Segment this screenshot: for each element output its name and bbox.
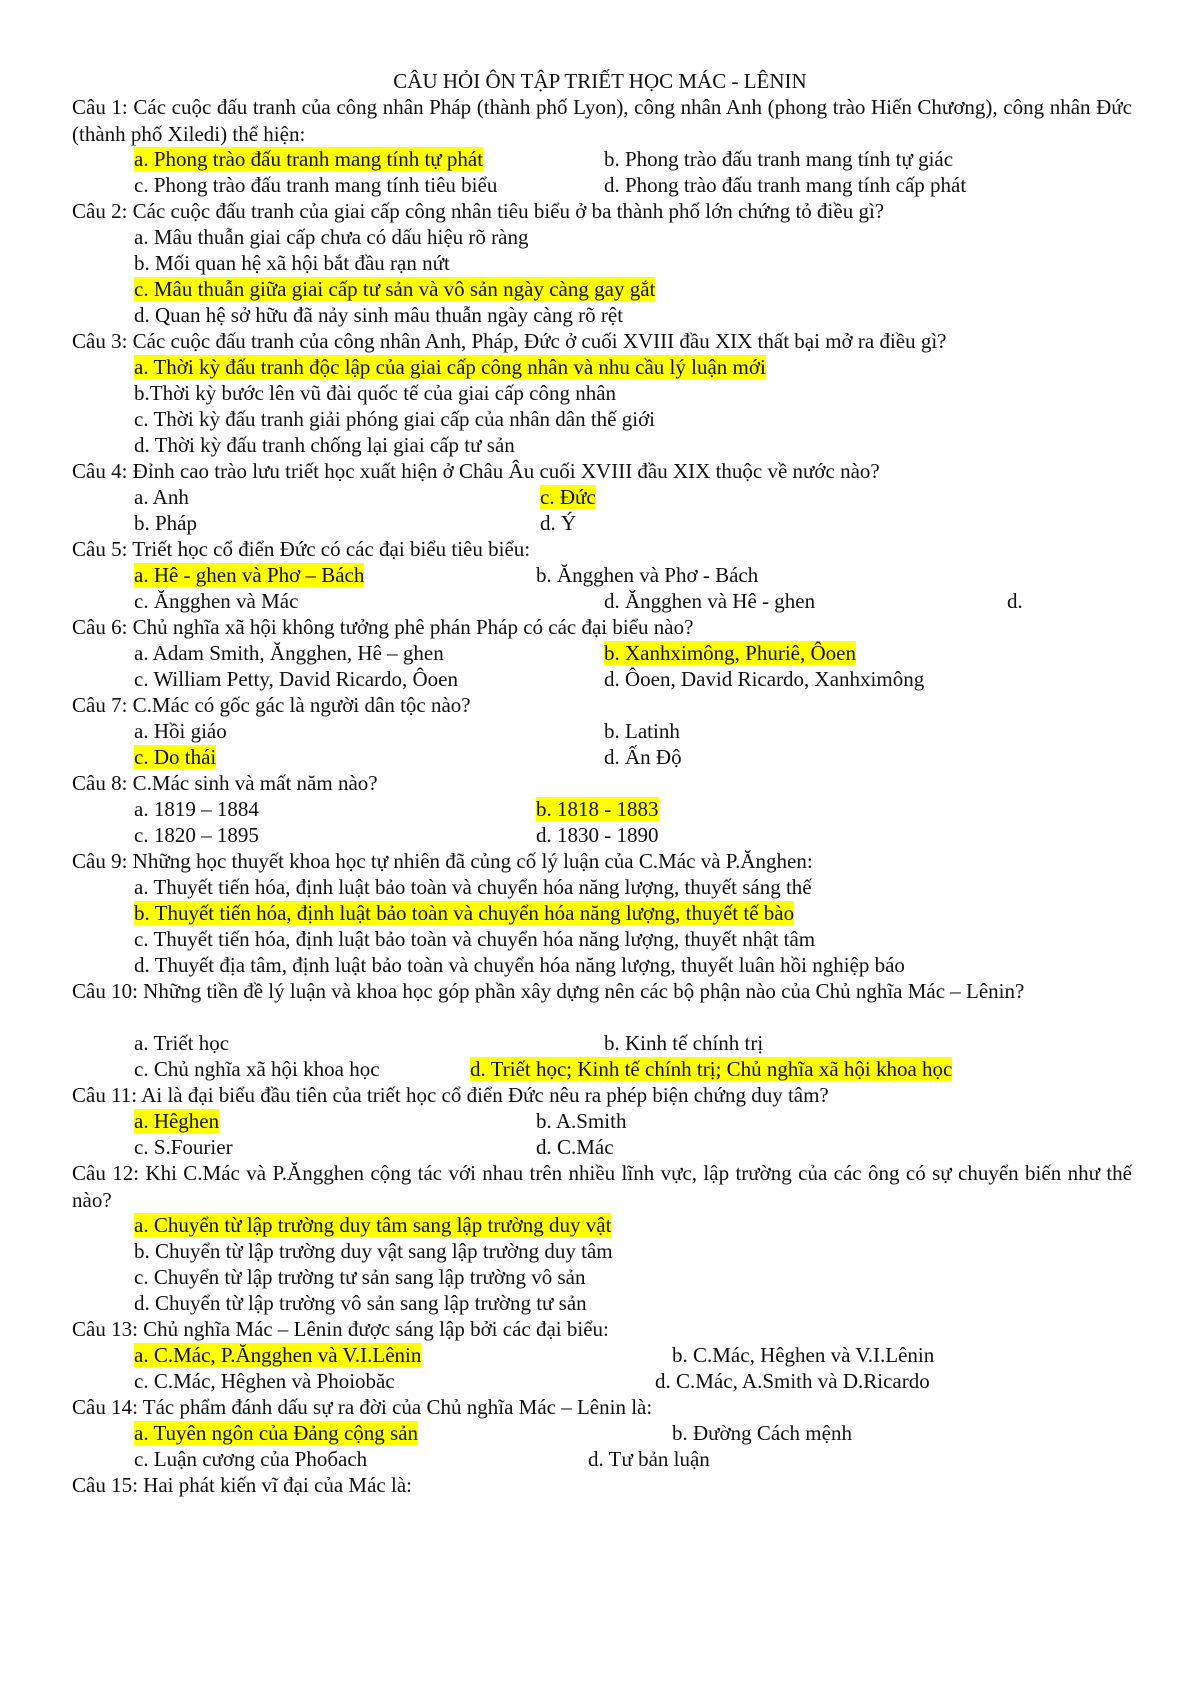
question-9: Câu 9: Những học thuyết khoa học tự nhiên đã củng cố lý luận của C.Mác và P.Ănghen: xyxy=(72,849,813,873)
question-4: Câu 4: Đỉnh cao trào lưu triết học xuất hiện ở Châu Âu cuối XVIII đầu XIX thuộc về nước nào? xyxy=(72,459,880,483)
question-13: Câu 13: Chủ nghĩa Mác – Lênin được sáng lập bởi các đại biểu: xyxy=(72,1317,609,1341)
q4-option-a: a. Anh xyxy=(134,485,189,509)
q5-option-b: b. Ăngghen và Phơ - Bách xyxy=(536,563,759,587)
q4-option-d: d. Ý xyxy=(540,511,577,535)
q11-option-c: c. S.Fourier xyxy=(134,1135,233,1159)
question-10: Câu 10: Những tiền đề lý luận và khoa học góp phần xây dựng nên các bộ phận nào của Chủ nghĩa Mác – Lênin? xyxy=(72,979,1025,1003)
q13-option-b: b. C.Mác, Hêghen và V.I.Lênin xyxy=(672,1343,935,1367)
question-12: Câu 12: Khi C.Mác và P.Ăngghen cộng tác với nhau trên nhiều lĩnh vực, lập trường của các ông có sự chuyển biến như thế nào? xyxy=(72,1161,1132,1212)
q1-option-c: c. Phong trào đấu tranh mang tính tiêu biểu xyxy=(134,173,498,197)
q3-option-d: d. Thời kỳ đấu tranh chống lại giai cấp tư sản xyxy=(134,433,515,457)
q4-option-b: b. Pháp xyxy=(134,511,197,535)
q1-option-b: b. Phong trào đấu tranh mang tính tự giác xyxy=(604,147,954,171)
q6-option-d: d. Ôoen, David Ricardo, Xanhximông xyxy=(604,667,925,691)
q9-option-a: a. Thuyết tiến hóa, định luật bảo toàn và chuyển hóa năng lượng, thuyết sáng thế xyxy=(134,875,812,899)
question-3: Câu 3: Các cuộc đấu tranh của công nhân Anh, Pháp, Đức ở cuối XVIII đầu XIX thất bại mở ra điều gì? xyxy=(72,329,947,353)
question-1: Câu 1: Các cuộc đấu tranh của công nhân Pháp (thành phố Lyon), công nhân Anh (phong trào Hiến Chương), công nhân Đức (thành phố Xiledi) thể hiện: xyxy=(72,95,1132,146)
question-5: Câu 5: Triết học cổ điển Đức có các đại biểu tiêu biểu: xyxy=(72,537,531,561)
q13-option-d: d. C.Mác, A.Smith và D.Ricardo xyxy=(655,1369,930,1393)
q12-option-b: b. Chuyển từ lập trường duy vật sang lập trường duy tâm xyxy=(134,1239,613,1263)
q2-option-d: d. Quan hệ sở hữu đã nảy sinh mâu thuẫn ngày càng rõ rệt xyxy=(134,303,624,327)
question-14: Câu 14: Tác phẩm đánh dấu sự ra đời của Chủ nghĩa Mác – Lênin là: xyxy=(72,1395,653,1419)
q12-option-c: c. Chuyển từ lập trường tư sản sang lập trường vô sản xyxy=(134,1265,586,1289)
q12-option-d: d. Chuyển từ lập trường vô sản sang lập trường tư sản xyxy=(134,1291,587,1315)
q3-option-c: c. Thời kỳ đấu tranh giải phóng giai cấp của nhân dân thế giới xyxy=(134,407,656,431)
question-6: Câu 6: Chủ nghĩa xã hội không tưởng phê phán Pháp có các đại biểu nào? xyxy=(72,615,694,639)
q9-option-d: d. Thuyết địa tâm, định luật bảo toàn và chuyển hóa năng lượng, thuyết luân hồi nghiệp báo xyxy=(134,953,905,977)
q14-option-c: c. Luận cương của Phoбach xyxy=(134,1447,368,1471)
q9-option-c: c. Thuyết tiến hóa, định luật bảo toàn và chuyển hóa năng lượng, thuyết nhật tâm xyxy=(134,927,816,951)
q11-option-b: b. A.Smith xyxy=(536,1109,627,1133)
q1-option-d: d. Phong trào đấu tranh mang tính cấp phát xyxy=(604,173,967,197)
q1-option-a: a. Phong trào đấu tranh mang tính tự phát xyxy=(134,147,484,171)
q14-option-b: b. Đường Cách mệnh xyxy=(672,1421,852,1445)
question-15: Câu 15: Hai phát kiến vĩ đại của Mác là: xyxy=(72,1473,412,1497)
q5-option-c: c. Ăngghen và Mác xyxy=(134,589,299,613)
q10-option-c: c. Chủ nghĩa xã hội khoa học xyxy=(134,1057,380,1081)
q6-option-a: a. Adam Smith, Ăngghen, Hê – ghen xyxy=(134,641,444,665)
q3-option-a: a. Thời kỳ đấu tranh độc lập của giai cấp công nhân và nhu cầu lý luận mới xyxy=(134,355,766,379)
question-11: Câu 11: Ai là đại biểu đầu tiên của triết học cổ điển Đức nêu ra phép biện chứng duy tâm? xyxy=(72,1083,829,1107)
q8-option-d: d. 1830 - 1890 xyxy=(536,823,659,847)
q9-option-b: b. Thuyết tiến hóa, định luật bảo toàn và chuyển hóa năng lượng, thuyết tế bào xyxy=(134,901,795,925)
q8-option-b: b. 1818 - 1883 xyxy=(536,797,659,821)
q7-option-a: a. Hồi giáo xyxy=(134,719,227,743)
q10-option-d: d. Triết học; Kinh tế chính trị; Chủ nghĩa xã hội khoa học xyxy=(470,1057,953,1081)
q2-option-c: c. Mâu thuẫn giữa giai cấp tư sản và vô sản ngày càng gay gắt xyxy=(134,277,656,301)
q8-option-c: c. 1820 – 1895 xyxy=(134,823,259,847)
q2-option-b: b. Mối quan hệ xã hội bắt đầu rạn nứt xyxy=(134,251,450,275)
q6-option-c: c. William Petty, David Ricardo, Ôoen xyxy=(134,667,459,691)
q5-option-a: a. Hê - ghen và Phơ – Bách xyxy=(134,563,365,587)
q5-stray-option: d. xyxy=(1007,589,1023,613)
q14-option-a: a. Tuyên ngôn của Đảng cộng sản xyxy=(134,1421,419,1445)
q10-option-a: a. Triết học xyxy=(134,1031,230,1055)
q7-option-d: d. Ấn Độ xyxy=(604,745,682,769)
q8-option-a: a. 1819 – 1884 xyxy=(134,797,259,821)
q5-option-d: d. Ăngghen và Hê - ghen xyxy=(604,589,816,613)
question-8: Câu 8: C.Mác sinh và mất năm nào? xyxy=(72,771,378,795)
q11-option-a: a. Hêghen xyxy=(134,1109,220,1133)
q3-option-b: b.Thời kỳ bước lên vũ đài quốc tế của giai cấp công nhân xyxy=(134,381,617,405)
q13-option-a: a. C.Mác, P.Ăngghen và V.I.Lênin xyxy=(134,1343,422,1367)
q4-option-c: c. Đức xyxy=(540,485,596,509)
q12-option-a: a. Chuyển từ lập trường duy tâm sang lập trường duy vật xyxy=(134,1213,612,1237)
q13-option-c: c. C.Mác, Hêghen và Phoiobăc xyxy=(134,1369,395,1393)
q7-option-c: c. Do thái xyxy=(134,745,217,769)
q6-option-b: b. Xanhximông, Phuriê, Ôoen xyxy=(604,641,856,665)
q2-option-a: a. Mâu thuẫn giai cấp chưa có dấu hiệu rõ ràng xyxy=(134,225,529,249)
q14-option-d: d. Tư bản luận xyxy=(588,1447,710,1471)
q7-option-b: b. Latinh xyxy=(604,719,680,743)
q10-option-b: b. Kinh tế chính trị xyxy=(604,1031,764,1055)
question-7: Câu 7: C.Mác có gốc gác là người dân tộc nào? xyxy=(72,693,471,717)
document-title: CÂU HỎI ÔN TẬP TRIẾT HỌC MÁC - LÊNIN xyxy=(393,69,807,93)
q11-option-d: d. C.Mác xyxy=(536,1135,614,1159)
question-2: Câu 2: Các cuộc đấu tranh của giai cấp công nhân tiêu biểu ở ba thành phố lớn chứng tỏ điều gì? xyxy=(72,199,885,223)
